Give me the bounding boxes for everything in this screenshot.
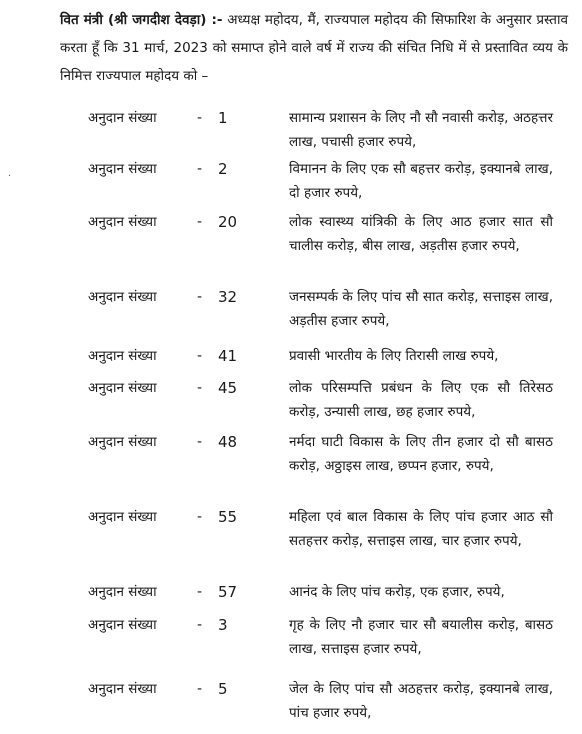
grant-number: 20: [218, 213, 238, 231]
grant-number: 48: [218, 433, 238, 451]
grant-number: 5: [218, 680, 228, 698]
margin-mark: .: [8, 168, 12, 179]
grant-description: गृह के लिए नौ हजार चार सौ बयालीस करोड़, बासठ लाख, सत्ताइस हजार रुपये,: [289, 617, 553, 657]
grant-description: जनसम्पर्क के लिए पांच सौ सात करोड़, सत्ताइस लाख, अड़तीस हजार रुपये,: [289, 289, 553, 329]
grant-description: प्रवासी भारतीय के लिए तिरासी लाख रुपये,: [289, 348, 499, 364]
grant-dash: -: [197, 289, 203, 305]
grant-description: विमानन के लिए एक सौ बहत्तर करोड़, इक्यानबे लाख, दो हजार रुपये,: [289, 161, 553, 201]
grant-number: 2: [218, 160, 228, 178]
grant-number: 1: [218, 109, 228, 127]
grant-label: अनुदान संख्या: [88, 289, 157, 305]
grant-label: अनुदान संख्या: [88, 617, 157, 633]
grant-description: लोक परिसम्पत्ति प्रबंधन के लिए एक सौ तिरेसठ करोड़, उन्यासी लाख, छह हजार रुपये,: [289, 380, 553, 420]
grant-dash: -: [197, 584, 203, 600]
grant-description: जेल के लिए पांच सौ अठहत्तर करोड़, इक्यानबे लाख, पांच हजार रुपये,: [289, 681, 553, 721]
grant-label: अनुदान संख्या: [88, 434, 157, 450]
grant-dash: -: [197, 380, 203, 396]
grant-label: अनुदान संख्या: [88, 161, 157, 177]
grant-label: अनुदान संख्या: [88, 681, 157, 697]
grant-label: अनुदान संख्या: [88, 380, 157, 396]
grant-description: आनंद के लिए पांच करोड़, एक हजार, रुपये,: [289, 584, 505, 600]
grant-number: 32: [218, 288, 238, 306]
grant-dash: -: [197, 161, 203, 177]
grant-label: अनुदान संख्या: [88, 584, 157, 600]
grant-description: लोक स्वास्थ्य यांत्रिकी के लिए आठ हजार सात सौ चालीस करोड़, बीस लाख, अड़तीस हजार रुपये,: [289, 214, 553, 254]
grant-number: 41: [218, 347, 238, 365]
grant-dash: -: [197, 509, 203, 525]
grant-dash: -: [197, 110, 203, 126]
grant-dash: -: [197, 348, 203, 364]
grant-description: सामान्य प्रशासन के लिए नौ सौ नवासी करोड़, अठहत्तर लाख, पचासी हजार रुपये,: [289, 110, 553, 150]
grant-label: अनुदान संख्या: [88, 348, 157, 364]
grant-number: 45: [218, 379, 238, 397]
grant-label: अनुदान संख्या: [88, 509, 157, 525]
grant-number: 3: [218, 616, 228, 634]
speaker-name: वित मंत्री (श्री जगदीश देवड़ा) :-: [60, 12, 223, 28]
grant-number: 57: [218, 583, 238, 601]
grant-dash: -: [197, 214, 203, 230]
grant-description: महिला एवं बाल विकास के लिए पांच हजार आठ सौ सतहत्तर करोड़, सत्ताइस लाख, चार हजार रुपये,: [289, 509, 553, 549]
intro-paragraph: [60, 6, 568, 90]
grant-number: 55: [218, 508, 238, 526]
grant-label: अनुदान संख्या: [88, 214, 157, 230]
grant-description: नर्मदा घाटी विकास के लिए तीन हजार दो सौ बासठ करोड़, अठ्ठाइस लाख, छप्पन हजार, रुपये,: [289, 434, 553, 474]
grant-dash: -: [197, 681, 203, 697]
intro-text: अध्यक्ष महोदय, मैं, राज्यपाल महोदय की सिफारिश के अनुसार प्रस्ताव करता हूँ कि 31 मार्च, 2023 को समाप्त होने वाले वर्ष में राज्य की संचित निधि में से प्रस्तावित व्यय के निमित्त राज्यपाल महोदय को –: [60, 12, 568, 84]
grant-dash: -: [197, 434, 203, 450]
grant-label: अनुदान संख्या: [88, 110, 157, 126]
grant-dash: -: [197, 617, 203, 633]
